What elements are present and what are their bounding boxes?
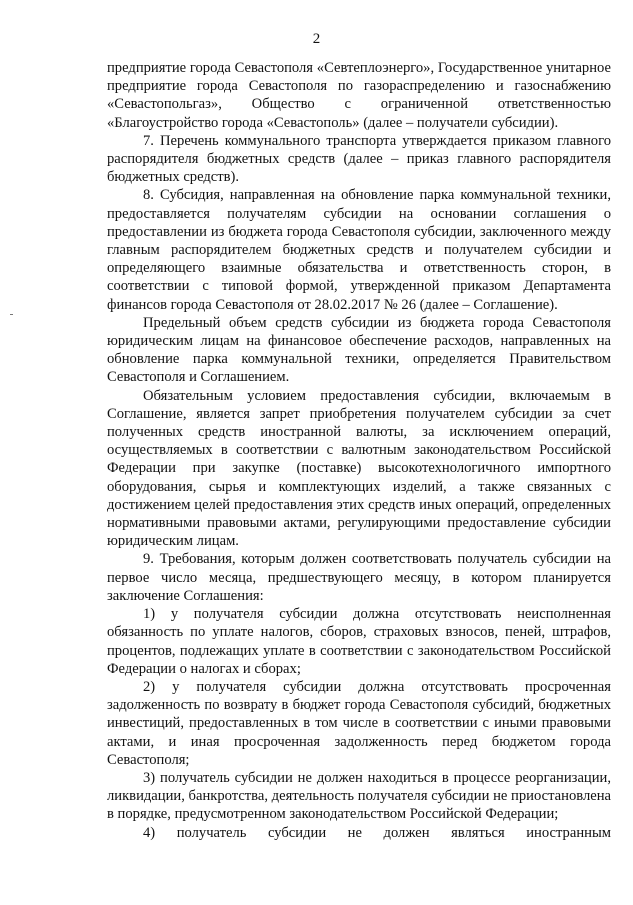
paragraph-mandatory-condition: Обязательным условием предоставления субсидии, включаемым в Соглашение, является запрет приобретения получателем субсидии за счет полученных средств иностранной валюты, за исключением операций, осуществляемых в соответствии с валютным законодательством Российской Федерации при закупке (поставке) высокотехнологичного импортного оборудования, сырья и комплектующих изделий, а также связанных с достижением целей предоставления этих средств иных операций, определенных нормативными правовыми актами, регулирующими предоставление субсидии юридическим лицам.	[107, 387, 611, 550]
paragraph-9-item-2: 2) у получателя субсидии должна отсутствовать просроченная задолженность по возврату в бюджет города Севастополя субсидий, бюджетных инвестиций, предоставленных в том числе в соответствии с иными правовыми актами, и иная просроченная задолженность перед бюджетом города Севастополя;	[107, 678, 611, 768]
paragraph-9-item-4: 4) получатель субсидии не должен являться иностранным	[143, 824, 611, 841]
document-body	[107, 59, 611, 842]
paragraph-9-item-1: 1) у получателя субсидии должна отсутствовать неисполненная обязанность по уплате налогов, сборов, страховых взносов, пеней, штрафов, процентов, подлежащих уплате в соответствии с законодательством Российской Федерации о налогах и сборах;	[107, 606, 611, 677]
paragraph-subsidy-limit: Предельный объем средств субсидии из бюджета города Севастополя юридическим лицам на финансовое обеспечение расходов, направленных на обновление парка коммунальной техники, определяется Правительством Севастополя и Соглашением.	[107, 314, 611, 386]
paragraph-recipients-continuation: предприятие города Севастополя «Севтеплоэнерго», Государственное унитарное предприятие города Севастополя по газораспределению и газоснабжению «Севастопольгаз», Общество с ограниченной ответственностью «Благоустройство города «Севастополь» (далее – получатели субсидии).	[107, 60, 611, 131]
paragraph-9-item-3: 3) получатель субсидии не должен находиться в процессе реорганизации, ликвидации, банкротства, деятельность получателя субсидии не приостановлена в порядке, предусмотренном законодательством Российской Федерации;	[107, 769, 611, 823]
paragraph-7: 7. Перечень коммунального транспорта утверждается приказом главного распорядителя бюджетных средств (далее – приказ главного распорядителя бюджетных средств).	[107, 132, 611, 186]
margin-mark	[10, 314, 13, 315]
page-number: 2	[312, 31, 321, 47]
paragraph-8: 8. Субсидия, направленная на обновление парка коммунальной техники, предоставляется получателям субсидии на основании соглашения о предоставлении из бюджета города Севастополя субсидии, заключенного между главным распорядителем бюджетных средств и получателем субсидии и определяющего взаимные обязательства и ответственность сторон, в соответствии с типовой формой, утвержденной приказом Департамента финансов города Севастополя от 28.02.2017 № 26 (далее – Соглашение).	[107, 187, 611, 313]
paragraph-9: 9. Требования, которым должен соответствовать получатель субсидии на первое число месяца, предшествующего месяцу, в котором планируется заключение Соглашения:	[107, 551, 611, 604]
